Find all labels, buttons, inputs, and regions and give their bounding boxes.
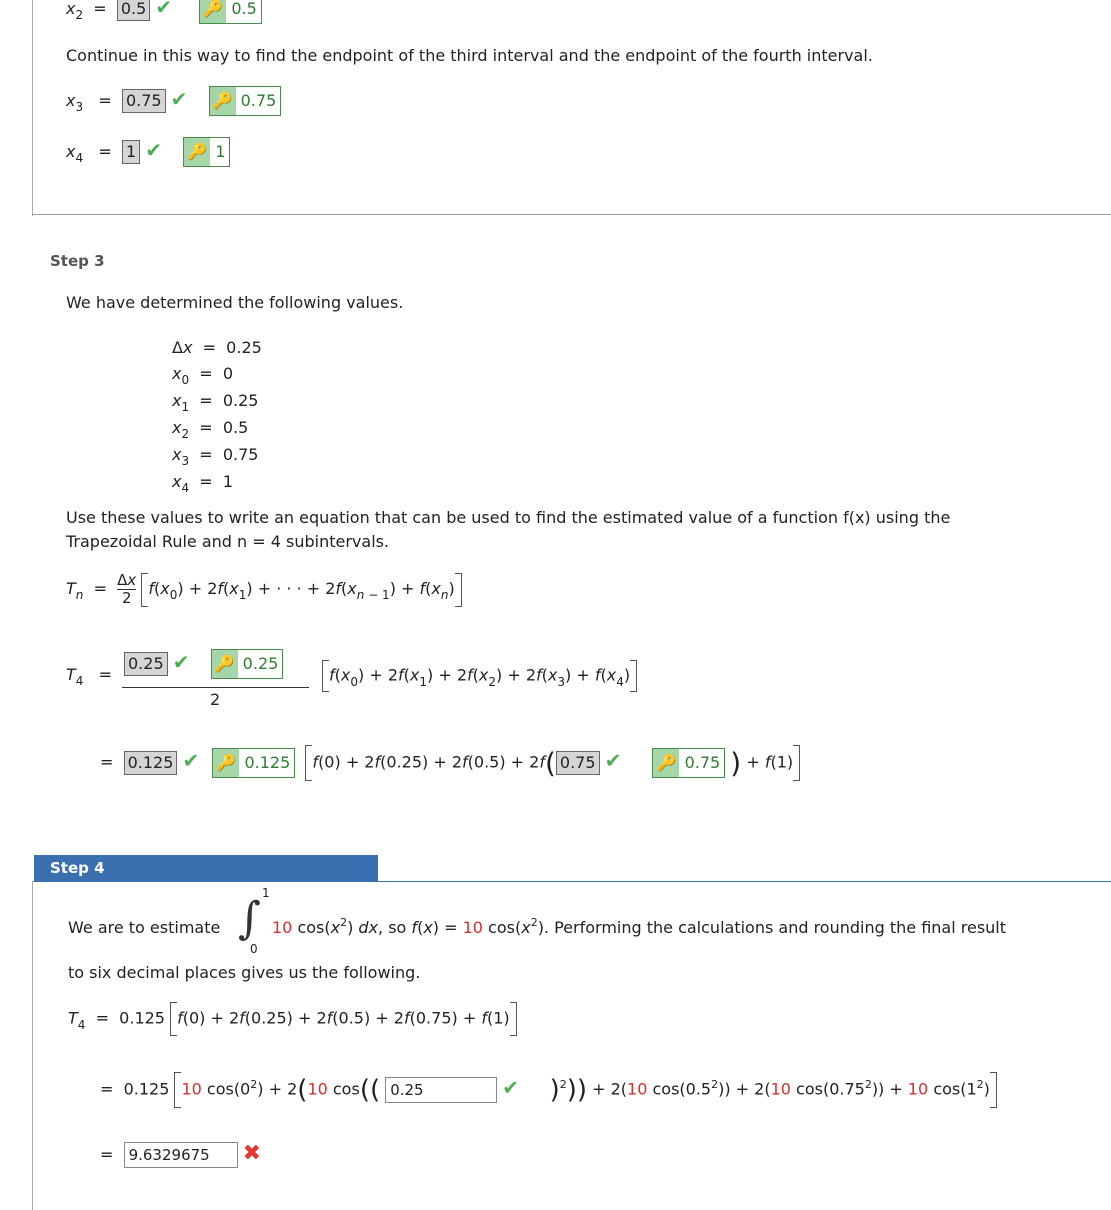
key-icon: 🔑 xyxy=(184,138,210,166)
step4-intro-suffix: to six decimal places gives us the following. xyxy=(68,963,421,982)
coef-key: 🔑 0.125 xyxy=(212,748,295,778)
integral-lower: 0 xyxy=(250,942,258,956)
step2-instruction: Continue in this way to find the endpoint of the third interval and the endpoint of the fourth interval. xyxy=(66,46,873,65)
check-icon: ✔ xyxy=(502,1075,520,1100)
x3-row: $x_3 = 0.75$ xyxy=(172,445,259,468)
x3-arg-key: 🔑 0.75 xyxy=(652,748,725,778)
cross-icon: ✖ xyxy=(242,1141,262,1166)
t4-label: $T_4$ = xyxy=(66,665,113,688)
x4-answer[interactable]: 1 xyxy=(122,140,140,164)
check-icon: ✔ xyxy=(172,650,190,674)
key-icon: 🔑 xyxy=(213,749,239,777)
t4-bracket-sum: $f(x_0) + 2f(x_1) + 2f(x_2) + 2f(x_3) + f(x_4)$ xyxy=(322,660,637,692)
key-icon: 🔑 xyxy=(210,87,236,115)
x0-row: $x_0 = 0$ xyxy=(172,364,234,387)
x2-key: 🔑 0.5 xyxy=(199,0,262,24)
x4-row: $x_4 = 1$ ✔ 🔑 1 xyxy=(66,137,230,167)
x3-row: $x_3 = 0.75$ ✔ 🔑 0.75 xyxy=(66,86,281,116)
integral-upper: 1 xyxy=(262,886,270,900)
check-icon: ✔ xyxy=(182,748,200,773)
check-icon: ✔ xyxy=(155,0,173,19)
step4-divider xyxy=(32,881,1111,882)
section-divider xyxy=(32,214,1111,215)
left-border xyxy=(32,0,33,216)
x2-answer[interactable]: 0.5 xyxy=(117,0,150,21)
x1-row: $x_1 = 0.25$ xyxy=(172,391,259,414)
cos-input[interactable]: 0.25 xyxy=(385,1077,497,1103)
check-icon: ✔ xyxy=(170,87,188,111)
result-row: = 9.6329675 ✖ xyxy=(100,1141,262,1166)
x4-row: $x_4 = 1$ xyxy=(172,472,234,495)
numerator-key: 🔑 0.25 xyxy=(211,649,284,679)
x2-row: $x_2 = 0.5$ xyxy=(172,418,249,441)
trapezoid-formula: $T_n = \Delta x$ 2 $f(x_0) + 2f(x_1)$ + · · · + $2f(x_n$ $_{- 1}) + f(x_n)$ xyxy=(66,572,462,607)
left-border xyxy=(32,881,33,1210)
key-icon: 🔑 xyxy=(653,749,679,777)
integrand-text: 10 $\cos(x^2)$ dx, so f(x) = 10 $\cos(x^2)$. Performing the calculations and rounding the final result xyxy=(272,916,1007,937)
integral-sign: ∫ xyxy=(238,893,261,944)
values-list xyxy=(172,335,262,496)
dx-row: Δx = 0.25 xyxy=(172,338,262,357)
step3-instruction-1: Use these values to write an equation that can be used to find the estimated value of a function f(x) using the xyxy=(66,508,951,527)
step4-label: Step 4 xyxy=(34,855,378,881)
check-icon: ✔ xyxy=(145,138,162,162)
step4-intro-prefix: We are to estimate xyxy=(68,918,221,937)
step3-label: Step 3 xyxy=(50,252,105,270)
t4-denominator: 2 xyxy=(210,690,221,709)
t4-numerator xyxy=(124,649,283,679)
key-icon: 🔑 xyxy=(200,0,226,23)
numerator-answer[interactable]: 0.25 xyxy=(124,652,168,676)
step3-intro: We have determined the following values. xyxy=(66,293,404,312)
x4-key: 🔑 1 xyxy=(183,137,230,167)
key-icon: 🔑 xyxy=(212,650,238,678)
step3-instruction-2: Trapezoidal Rule and n = 4 subintervals. xyxy=(66,532,390,551)
check-icon: ✔ xyxy=(604,748,622,773)
fraction-line xyxy=(122,687,309,688)
x2-row: $x_2 = 0.5$ ✔ 🔑 0.5 xyxy=(66,0,262,24)
coef-answer[interactable]: 0.125 xyxy=(124,751,178,775)
t4-step4-row2: = 0.125 10 $\cos(0^2) + 2(10$ cos(( 0.25 ✔ )$^2$)) + 2(10 $\cos(0.5^2)) + 2(10$ $\cos(0.75^2)) + 10$ $\cos(1^2)$ xyxy=(100,1072,997,1108)
result-input[interactable]: 9.6329675 xyxy=(124,1142,238,1168)
t4-substituted: = 0.125 ✔ 🔑 0.125 f(0) + 2f(0.25) + 2f(0.5) + 2f( 0.75 ✔ 🔑 0.75 ) + f(1) xyxy=(100,745,800,781)
x3-arg-answer[interactable]: 0.75 xyxy=(556,751,600,775)
x3-key: 🔑 0.75 xyxy=(209,86,282,116)
x3-answer[interactable]: 0.75 xyxy=(122,89,166,113)
t4-step4-row1: $T_4 = 0.125$ f(0) + 2f(0.25) + 2f(0.5) + 2f(0.75) + f(1) xyxy=(68,1002,517,1036)
